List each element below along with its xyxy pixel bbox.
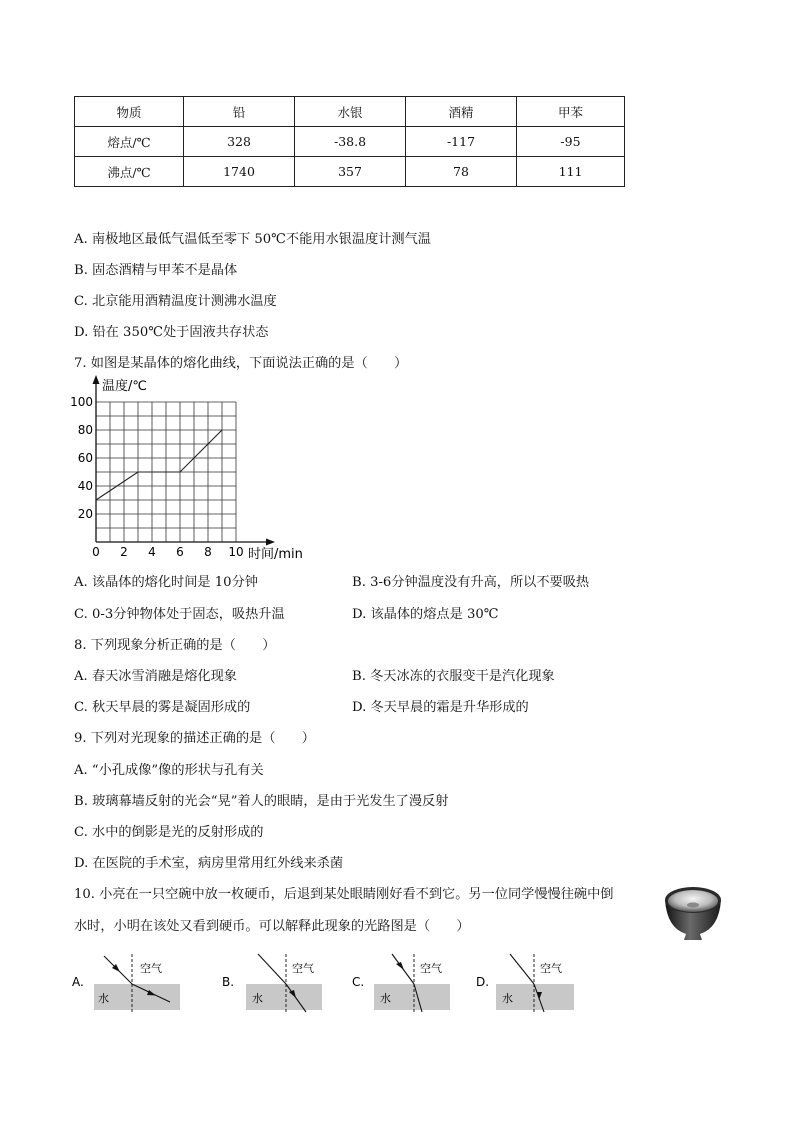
- q8-option-a: A. 春天冰雪消融是熔化现象: [74, 669, 237, 684]
- table-cell: 111: [517, 157, 625, 187]
- q7-option-d: D. 该晶体的熔点是 30℃: [352, 607, 499, 622]
- bowl-with-coin-image: [662, 884, 724, 942]
- table-row: [75, 157, 625, 187]
- diagram-c: [352, 954, 450, 1012]
- table-cell: 水银: [295, 97, 406, 127]
- light-ray: [510, 954, 534, 984]
- y-tick-label: 100: [70, 395, 93, 409]
- substance-properties-table: [74, 96, 625, 187]
- table-cell: 酒精: [406, 97, 517, 127]
- diagram-d: [476, 954, 574, 1012]
- q10-stem-line2: 水时，小明在该处又看到硬币。可以解释此现象的光路图是（ ）: [74, 919, 470, 934]
- table-cell: 78: [406, 157, 517, 187]
- melting-curve-line: [96, 430, 222, 500]
- diagram-label: B.: [222, 975, 235, 989]
- table-cell: 甲苯: [517, 97, 625, 127]
- table-cell: 328: [184, 127, 295, 157]
- q9-option-d: D. 在医院的手术室，病房里常用红外线来杀菌: [74, 856, 344, 871]
- air-label: 空气: [140, 962, 162, 975]
- q10-stem-line1: 10. 小亮在一只空碗中放一枚硬币，后退到某处眼睛刚好看不到它。另一位同学慢慢往碗中倒: [74, 887, 614, 902]
- q6-option-a: A. 南极地区最低气温低至零下 50℃不能用水银温度计测气温: [74, 232, 431, 247]
- table-header-row: [75, 97, 625, 127]
- q7-stem: 7. 如图是某晶体的熔化曲线，下面说法正确的是（ ）: [74, 356, 408, 371]
- water-label: 水: [98, 992, 109, 1005]
- q6-option-c: C. 北京能用酒精温度计测沸水温度: [74, 294, 277, 309]
- q7-option-b: B. 3-6分钟温度没有升高，所以不要吸热: [352, 575, 590, 590]
- table-cell: 沸点/℃: [75, 157, 184, 187]
- x-axis-arrow: [266, 539, 275, 546]
- table-cell: 1740: [184, 157, 295, 187]
- table-row: [75, 127, 625, 157]
- table-cell: -117: [406, 127, 517, 157]
- x-tick-labels: [92, 545, 243, 559]
- y-axis-arrow: [93, 375, 100, 384]
- y-tick-label: 60: [77, 451, 93, 465]
- table-cell: 357: [295, 157, 406, 187]
- diagram-label: C.: [352, 975, 365, 989]
- table-cell: -95: [517, 127, 625, 157]
- light-ray: [258, 954, 286, 984]
- air-label: 空气: [292, 962, 314, 975]
- y-tick-labels: [70, 395, 93, 521]
- q9-option-b: B. 玻璃幕墙反射的光会“晃”着人的眼睛，是由于光发生了漫反射: [74, 794, 449, 809]
- y-axis-label: 温度/℃: [102, 379, 147, 394]
- air-label: 空气: [420, 962, 442, 975]
- melting-curve-chart: [60, 372, 330, 564]
- ray-arrow: [396, 962, 404, 970]
- diagram-b: [222, 954, 322, 1012]
- y-tick-label: 20: [77, 507, 93, 521]
- x-tick-label: 0: [92, 545, 100, 559]
- light-path-diagrams: [70, 948, 590, 1018]
- x-tick-label: 8: [204, 545, 212, 559]
- table-cell: 物质: [75, 97, 184, 127]
- table-cell: 铅: [184, 97, 295, 127]
- q9-option-a: A. “小孔成像”像的形状与孔有关: [74, 763, 264, 778]
- diagram-label: D.: [476, 975, 490, 989]
- diagram-a: [72, 954, 180, 1012]
- q7-option-c: C. 0-3分钟物体处于固态，吸热升温: [74, 607, 285, 622]
- x-axis-label: 时间/min: [248, 547, 303, 562]
- diagram-label: A.: [72, 975, 84, 989]
- x-tick-label: 2: [120, 545, 128, 559]
- q8-option-c: C. 秋天早晨的雾是凝固形成的: [74, 700, 251, 715]
- water-label: 水: [380, 992, 391, 1005]
- q8-option-d: D. 冬天早晨的霜是升华形成的: [352, 700, 529, 715]
- y-tick-label: 80: [77, 423, 93, 437]
- y-tick-label: 40: [77, 479, 93, 493]
- q6-option-d: D. 铅在 350℃处于固液共存状态: [74, 325, 269, 340]
- x-tick-label: 4: [148, 545, 156, 559]
- q9-stem: 9. 下列对光现象的描述正确的是（ ）: [74, 731, 315, 746]
- x-tick-label: 10: [228, 545, 244, 559]
- q8-option-b: B. 冬天冰冻的衣服变干是汽化现象: [352, 669, 555, 684]
- q7-option-a: A. 该晶体的熔化时间是 10分钟: [74, 575, 258, 590]
- water-label: 水: [252, 992, 263, 1005]
- table-cell: 熔点/℃: [75, 127, 184, 157]
- x-tick-label: 6: [176, 545, 184, 559]
- q8-stem: 8. 下列现象分析正确的是（ ）: [74, 638, 276, 653]
- air-label: 空气: [540, 962, 562, 975]
- q9-option-c: C. 水中的倒影是光的反射形成的: [74, 825, 264, 840]
- table-cell: -38.8: [295, 127, 406, 157]
- q6-option-b: B. 固态酒精与甲苯不是晶体: [74, 263, 238, 278]
- water-label: 水: [502, 992, 513, 1005]
